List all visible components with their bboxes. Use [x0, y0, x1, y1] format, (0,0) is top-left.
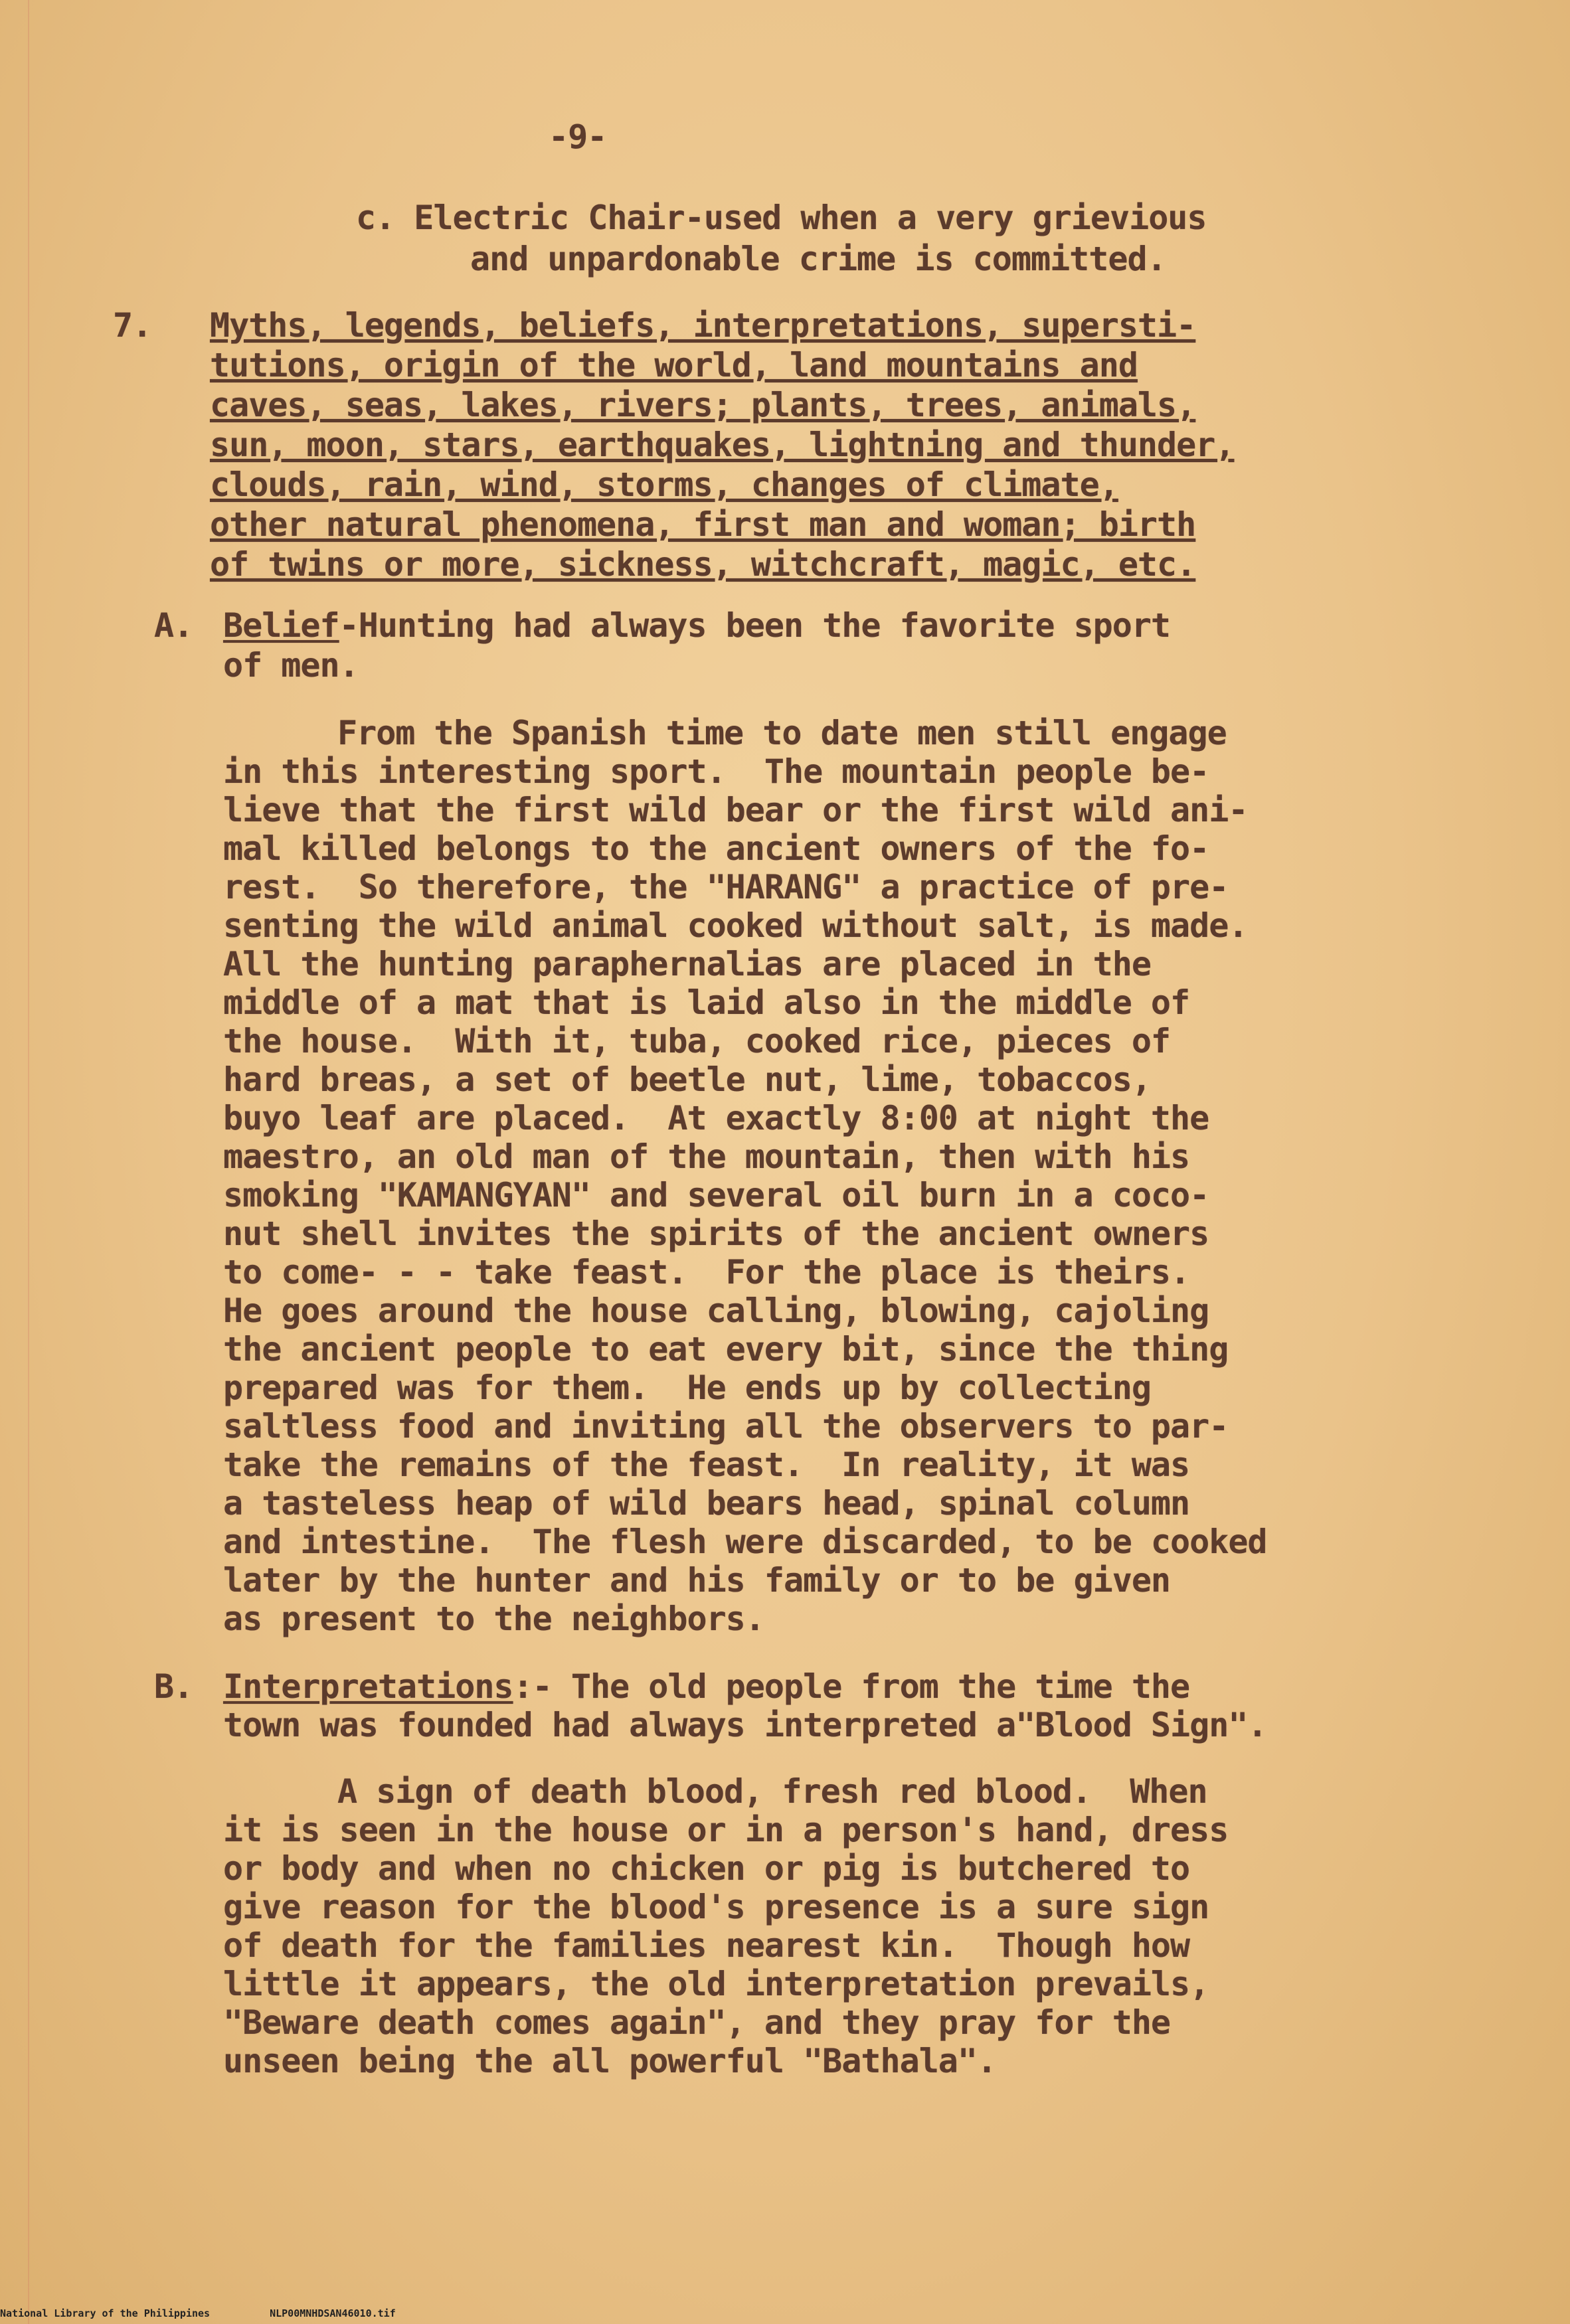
section-c-line-2: and unpardonable crime is committed.	[470, 240, 1166, 278]
section-a-para-line-15: to come- - - take feast. For the place is theirs.	[223, 1253, 1190, 1291]
section-a-para-line-23: later by the hunter and his family or to be given	[223, 1561, 1171, 1600]
section-a-para-line-9: the house. With it, tuba, cooked rice, pieces of	[223, 1022, 1171, 1060]
section-7-line-4: sun, moon, stars, earthquakes, lightning and thunder,	[210, 426, 1235, 464]
section-a-line-2: of men.	[223, 646, 359, 685]
section-a-para-line-22: and intestine. The flesh were discarded, to be cooked	[223, 1523, 1267, 1561]
section-b-para-line-7: "Beware death comes again", and they pray for the	[223, 2003, 1171, 2042]
section-b-heading-line	[223, 1667, 1189, 1706]
section-b-heading: Interpretations	[223, 1667, 513, 1706]
section-a-heading-rest: -Hunting had always been the favorite sport	[339, 606, 1171, 645]
section-b-para-line-4: give reason for the blood's presence is a sure sign	[223, 1888, 1209, 1926]
section-b-para-line-6: little it appears, the old interpretation prevails,	[223, 1965, 1209, 2003]
section-b-letter: B.	[154, 1667, 193, 1706]
footer-library: National Library of the Philippines	[0, 2307, 211, 2319]
section-a-para-line-20: take the remains of the feast. In reality, it was	[223, 1446, 1190, 1484]
section-a-letter: A.	[154, 606, 193, 645]
scan-footer	[0, 2307, 456, 2320]
section-a-para-line-13: smoking "KAMANGYAN" and several oil burn in a coco-	[223, 1176, 1209, 1214]
section-a-heading-line	[223, 606, 1170, 645]
section-a-para-line-11: buyo leaf are placed. At exactly 8:00 at night the	[223, 1099, 1209, 1137]
footer-file-id: NLP00MNHDSAN46010.tif	[270, 2307, 396, 2319]
section-a-para-line-24: as present to the neighbors.	[223, 1600, 764, 1638]
section-a-para-line-4: mal killed belongs to the ancient owners of the fo-	[223, 829, 1209, 868]
section-a-para-line-6: senting the wild animal cooked without salt, is made.	[223, 906, 1248, 945]
section-a-para-line-17: the ancient people to eat every bit, since the thing	[223, 1330, 1229, 1369]
section-7-line-2: tutions, origin of the world, land mountains and	[210, 346, 1138, 384]
section-7-line-6: other natural phenomena, first man and woman; birth	[210, 505, 1196, 544]
section-a-para-line-19: saltless food and inviting all the observers to par-	[223, 1407, 1229, 1446]
section-a-para-line-8: middle of a mat that is laid also in the middle of	[223, 983, 1190, 1022]
section-b-para-line-8: unseen being the all powerful "Bathala".	[223, 2042, 997, 2080]
section-a-para-line-12: maestro, an old man of the mountain, then with his	[223, 1137, 1190, 1176]
section-b-para-line-2: it is seen in the house or in a person's hand, dress	[223, 1811, 1229, 1849]
section-b-heading-rest: :- The old people from the time the	[513, 1667, 1190, 1706]
section-c-line-1: c. Electric Chair-used when a very grievious	[356, 199, 1207, 237]
section-a-para-line-18: prepared was for them. He ends up by collecting	[223, 1369, 1151, 1407]
section-7-number: 7.	[113, 306, 152, 345]
section-a-para-line-1: From the Spanish time to date men still engage	[337, 714, 1227, 752]
section-7-line-5: clouds, rain, wind, storms, changes of climate,	[210, 465, 1118, 504]
section-b-line-2: town was founded had always interpreted a"Blood Sign".	[223, 1706, 1267, 1744]
section-a-para-line-21: a tasteless heap of wild bears head, spinal column	[223, 1484, 1190, 1523]
section-a-para-line-5: rest. So therefore, the "HARANG" a practice of pre-	[223, 868, 1229, 906]
section-b-para-line-5: of death for the families nearest kin. Though how	[223, 1926, 1190, 1965]
section-7-line-1: Myths, legends, beliefs, interpretations, supersti-	[210, 306, 1196, 345]
section-a-para-line-14: nut shell invites the spirits of the ancient owners	[223, 1214, 1209, 1253]
section-a-para-line-16: He goes around the house calling, blowing, cajoling	[223, 1291, 1209, 1330]
section-a-heading: Belief	[223, 606, 339, 645]
section-b-para-line-1: A sign of death blood, fresh red blood. When	[337, 1772, 1207, 1811]
margin-line	[28, 0, 29, 2324]
section-a-para-line-7: All the hunting paraphernalias are placed in the	[223, 945, 1151, 983]
section-b-para-line-3: or body and when no chicken or pig is butchered to	[223, 1849, 1190, 1888]
section-7-line-7: of twins or more, sickness, witchcraft, magic, etc.	[210, 545, 1196, 584]
section-a-para-line-10: hard breas, a set of beetle nut, lime, tobaccos,	[223, 1060, 1151, 1099]
section-a-para-line-3: lieve that the first wild bear or the first wild ani-	[223, 791, 1248, 829]
page-number: -9-	[549, 118, 607, 156]
section-7-line-3: caves, seas, lakes, rivers; plants, trees, animals,	[210, 386, 1196, 424]
section-a-para-line-2: in this interesting sport. The mountain people be-	[223, 752, 1209, 791]
